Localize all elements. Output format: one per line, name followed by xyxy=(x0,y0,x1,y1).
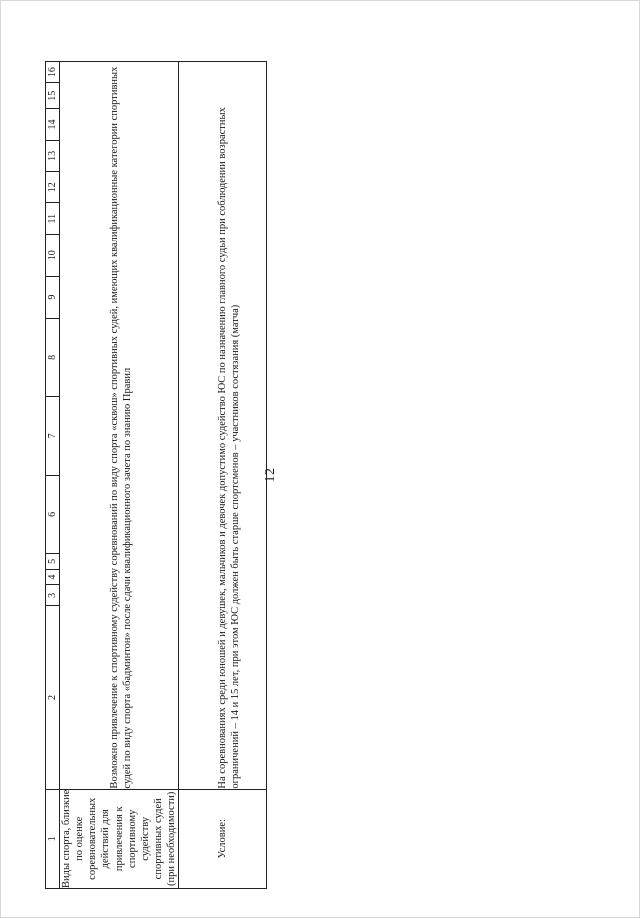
row-text-cell xyxy=(179,62,267,790)
page-number: 12 xyxy=(263,467,278,483)
row-text: Возможно привлечение к спортивному судейству соревнований по виду спорта «сквош» спортивных судей, имеющих квалификационные категории спортивных судей по виду спорта «бадминтон» после сдачи квалификационного зачета по знанию Правил xyxy=(108,66,134,789)
header-cell: 13 xyxy=(46,140,60,171)
header-cell: 7 xyxy=(46,397,60,476)
header-cell: 3 xyxy=(46,585,60,606)
header-cell: 12 xyxy=(46,172,60,203)
rotated-content xyxy=(45,61,278,889)
header-cell: 10 xyxy=(46,234,60,276)
header-cell: 2 xyxy=(46,606,60,789)
header-cell: 9 xyxy=(46,276,60,318)
header-cell: 6 xyxy=(46,475,60,554)
header-cell: 14 xyxy=(46,109,60,140)
header-cell: 5 xyxy=(46,554,60,570)
table-row xyxy=(60,62,179,889)
header-cell: 4 xyxy=(46,569,60,585)
header-cell: 16 xyxy=(46,62,60,83)
row-label: Условие: xyxy=(179,789,267,888)
header-cell: 11 xyxy=(46,203,60,234)
row-label: Виды спорта, близкие по оценке соревновательных действий для привлечения к спортивному судейству спортивных судей (при необходимости) xyxy=(61,789,177,888)
header-cell: 15 xyxy=(46,83,60,109)
row-text-cell xyxy=(60,62,179,790)
header-cell: 8 xyxy=(46,318,60,397)
header-row xyxy=(46,62,60,889)
header-cell: 1 xyxy=(46,789,60,888)
row-text: На соревнованиях среди юношей и девушек, мальчиков и девочек допустимо судейство ЮС по назначению главного судьи при соблюдении возрастных ограничений – 14 и 15 лет, при этом ЮС должен быть старше спортсменов – участников состязания (матча) xyxy=(216,107,241,789)
table-row xyxy=(179,62,267,889)
judging-table xyxy=(45,61,267,889)
